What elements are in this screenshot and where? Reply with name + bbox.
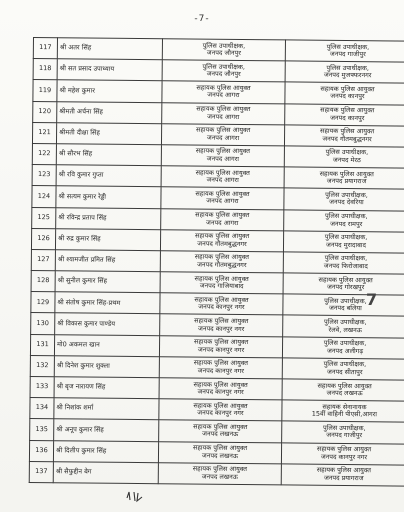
new-posting-line: जनपद बलिया xyxy=(328,304,362,313)
new-posting-line: जनपद अलीगढ़ xyxy=(326,346,364,355)
new-posting-cell xyxy=(283,294,404,316)
new-posting-cell xyxy=(283,273,404,295)
current-posting-line: सहायक पुलिस आयुक्त xyxy=(194,274,249,283)
current-posting-cell xyxy=(159,357,282,379)
current-posting-line: सहायक पुलिस आयुक्त xyxy=(195,168,250,177)
current-posting-line: सहायक पुलिस आयुक्त xyxy=(195,189,250,198)
serial-number-cell: 132 xyxy=(30,355,54,376)
current-posting-line: जनपद आगरा xyxy=(206,154,240,164)
serial-number-cell: 123 xyxy=(32,165,56,186)
current-posting-line: सहायक पुलिस आयुक्त xyxy=(193,358,249,368)
new-posting-line: जनपद गौतमबुद्धनगर xyxy=(322,134,372,144)
current-posting-line: जनपद लखनऊ xyxy=(201,451,239,460)
current-posting-line: जनपद जौनपुर xyxy=(206,48,241,58)
new-posting-line: पुलिस उपाधीक्षक, xyxy=(324,211,368,221)
current-posting-cell xyxy=(162,60,285,82)
new-posting-line: सहायक पुलिस आयुक्त xyxy=(319,127,375,136)
new-posting-line: पुलिस उपाधीक्षक, xyxy=(323,360,367,369)
new-posting-cell xyxy=(281,464,404,486)
new-posting-cell xyxy=(281,442,404,464)
new-posting-line: सहायक पुलिस आयुक्त xyxy=(316,444,372,454)
current-posting-line: जनपद आगरा xyxy=(206,197,239,206)
serial-number-cell: 122 xyxy=(32,143,56,164)
officer-name-cell: श्री अनूप कुमार सिंह xyxy=(54,419,159,441)
signature-scribble xyxy=(124,484,164,508)
new-posting-line: जनपद देवरिया xyxy=(329,198,364,207)
new-posting-cell xyxy=(285,40,404,62)
current-posting-cell xyxy=(161,208,284,230)
current-posting-line: जनपद आगरा xyxy=(207,112,240,121)
new-posting-cell xyxy=(282,421,404,443)
current-posting-line: सहायक पुलिस आयुक्त xyxy=(196,83,251,92)
current-posting-line: सहायक पुलिस आयुक्त xyxy=(192,443,248,453)
new-posting-line: सहायक पुलिस आयुक्त xyxy=(320,84,375,94)
new-posting-cell xyxy=(285,103,404,125)
new-posting-line: जनपद मुजफ्फरनगर xyxy=(323,71,372,80)
current-posting-cell xyxy=(160,272,283,294)
new-posting-line: पुलिस उपाधीक्षक, xyxy=(325,190,368,200)
serial-number-cell: 117 xyxy=(33,38,57,59)
current-posting-line: पुलिस उपाधीक्षक, xyxy=(202,41,246,50)
new-posting-line: पुलिस उपाधीक्षक, xyxy=(326,42,370,51)
officer-name-cell: श्री रुद्र कुमार सिंह xyxy=(55,228,160,250)
table-row xyxy=(29,461,404,486)
current-posting-line: सहायक पुलिस आयुक्त xyxy=(193,422,248,431)
serial-number-cell: 137 xyxy=(29,461,53,482)
new-posting-line: जनपद गोरखपुर xyxy=(326,282,365,292)
officer-name-cell: श्री सैफुद्दीन बेग xyxy=(53,461,158,483)
serial-number-cell: 119 xyxy=(33,80,57,101)
current-posting-line: जनपद आगरा xyxy=(206,218,239,227)
current-posting-line: सहायक पुलिस आयुक्त xyxy=(193,401,248,410)
new-posting-line: जनपद मेरठ xyxy=(332,155,361,165)
new-posting-line: पुलिस उपाधीक्षक, xyxy=(324,232,368,242)
new-posting-cell xyxy=(284,188,404,210)
transfer-table xyxy=(29,37,404,487)
serial-number-cell: 128 xyxy=(31,271,55,292)
current-posting-cell xyxy=(160,251,283,273)
new-posting-line: जनपद कानपुर xyxy=(330,92,365,101)
serial-number-cell: 124 xyxy=(32,186,56,207)
current-posting-line: सहायक पुलिस आयुक्त xyxy=(194,252,250,262)
current-posting-cell xyxy=(158,462,281,484)
current-posting-line: जनपद आगरा xyxy=(206,175,239,185)
new-posting-line: जनपद कानपुर xyxy=(330,113,365,122)
current-posting-cell xyxy=(160,293,283,315)
serial-number-cell: 130 xyxy=(31,313,55,334)
officer-name-cell: श्री रवि कुमार गुप्ता xyxy=(56,165,161,187)
new-posting-line: जनपद प्रयागराज xyxy=(326,177,367,186)
serial-number-cell: 127 xyxy=(31,249,55,270)
officer-name-cell: श्री श्यामजीत प्रमित सिंह xyxy=(55,250,160,272)
officer-name-cell: श्री विकास कुमार पाण्डेय xyxy=(55,313,160,335)
new-posting-line: रेलवे, लखनऊ xyxy=(328,325,362,334)
serial-number-cell: 126 xyxy=(31,228,55,249)
officer-name-cell: श्री सौरभ सिंह xyxy=(56,144,161,166)
new-posting-line: पुलिस उपाधीक्षक, xyxy=(323,317,367,327)
current-posting-line: जनपद कानपुर नगर xyxy=(197,387,244,397)
officer-name-cell: श्री महेश कुमार xyxy=(57,80,162,102)
officer-name-cell: मो0 अकमल खान xyxy=(54,334,159,356)
new-posting-cell xyxy=(284,167,404,189)
current-posting-cell xyxy=(160,229,283,251)
current-posting-cell xyxy=(160,314,283,336)
new-posting-line: पुलिस उपाधीक्षक, xyxy=(326,63,370,72)
current-posting-cell xyxy=(162,102,285,124)
current-posting-line: सहायक पुलिस आयुक्त xyxy=(194,231,250,241)
new-posting-line: 15वीं वाहिनी पीएसी,आगरा xyxy=(311,409,378,419)
current-posting-cell xyxy=(159,335,282,357)
current-posting-line: सहायक पुलिस आयुक्त xyxy=(192,464,247,474)
current-posting-cell xyxy=(161,123,284,145)
new-posting-line: सहायक सेनानायक xyxy=(322,402,367,411)
current-posting-line: जनपद गाजियाबाद xyxy=(199,281,244,291)
current-posting-line: जनपद कानपुर नगर xyxy=(198,324,245,333)
serial-number-cell: 134 xyxy=(30,398,54,419)
current-posting-line: सहायक पुलिस आयुक्त xyxy=(194,316,249,326)
current-posting-cell xyxy=(161,187,284,209)
serial-number-cell: 121 xyxy=(32,122,56,143)
current-posting-cell xyxy=(161,166,284,188)
current-posting-cell xyxy=(159,378,282,400)
officer-name-cell: श्री अतर सिंह xyxy=(57,38,162,60)
current-posting-line: सहायक पुलिस आयुक्त xyxy=(196,104,251,114)
new-posting-line: पुलिस उपाधीक्षक, xyxy=(325,148,369,157)
current-posting-line: जनपद आगरा xyxy=(207,91,240,100)
serial-number-cell: 136 xyxy=(29,440,53,461)
new-posting-cell xyxy=(285,82,404,104)
current-posting-cell xyxy=(158,441,281,463)
transfer-table-body xyxy=(29,38,404,487)
margin-annotation: 7 xyxy=(366,290,378,309)
current-posting-cell xyxy=(161,145,284,167)
new-posting-line: सहायक पुलिस आयुक्त xyxy=(316,465,371,475)
current-posting-line: सहायक पुलिस आयुक्त xyxy=(194,295,249,304)
new-posting-line: जनपद कानपुर नगर xyxy=(320,452,368,461)
new-posting-line: पुलिस उपाधीक्षक, xyxy=(322,423,366,433)
officer-name-cell: श्रीमती अर्चना सिंह xyxy=(57,101,162,123)
officer-name-cell: श्री रविन्द्र प्रताप सिंह xyxy=(56,207,161,229)
current-posting-line: जनपद आगरा xyxy=(206,133,240,142)
current-posting-line: जनपद लखनऊ xyxy=(202,430,239,439)
new-posting-line: पुलिस उपाधीक्षक, xyxy=(323,338,367,348)
new-posting-cell xyxy=(282,358,404,380)
new-posting-cell xyxy=(282,337,404,359)
new-posting-line: सहायक पुलिस आयुक्त xyxy=(317,381,372,390)
current-posting-line: जनपद कानपुर नगर xyxy=(197,345,245,354)
serial-number-cell: 133 xyxy=(30,376,54,397)
page-number: -7- xyxy=(194,14,210,24)
officer-name-cell: श्री बृज नारायण सिंह xyxy=(54,377,159,399)
current-posting-cell xyxy=(162,39,285,61)
new-posting-cell xyxy=(284,125,404,147)
current-posting-line: जनपद गौतमबुद्धनगर xyxy=(197,260,247,270)
serial-number-cell: 120 xyxy=(33,101,57,122)
new-posting-cell xyxy=(285,61,404,83)
officer-name-cell: श्री सुनील कुमार सिंह xyxy=(55,271,160,293)
officer-name-cell: श्री सत्यम कुमार रेड्डी xyxy=(56,186,161,208)
current-posting-line: जनपद कानपुर नगर xyxy=(198,302,245,312)
new-posting-line: जनपद फिरोजाबाद xyxy=(323,261,368,271)
new-posting-line: जनपद मुरादाबाद xyxy=(326,240,366,249)
new-posting-line: सहायक पुलिस आयुक्त xyxy=(318,275,373,284)
new-posting-line: पुलिस उपाधीक्षक, xyxy=(324,254,368,263)
officer-name-cell: श्री दिलीप कुमार सिंह xyxy=(53,440,158,462)
new-posting-cell xyxy=(283,315,404,337)
officer-name-cell: श्रीमती दीक्षा सिंह xyxy=(56,122,161,144)
officer-name-cell: श्री संतोष कुमार सिंह-प्रथम xyxy=(55,292,160,314)
new-posting-line: जनपद गाजीपुर xyxy=(329,49,366,59)
new-posting-cell xyxy=(284,209,404,231)
new-posting-line: जनपद लखनऊ xyxy=(326,388,363,398)
officer-name-cell: श्री दिनेश कुमार शुक्ला xyxy=(54,356,159,378)
current-posting-line: जनपद कानपुर नगर xyxy=(197,408,244,418)
current-posting-line: सहायक पुलिस आयुक्त xyxy=(195,210,250,220)
current-posting-cell xyxy=(159,420,282,442)
current-posting-cell xyxy=(162,81,285,103)
new-posting-line: सहायक पुलिस आयुक्त xyxy=(320,105,375,115)
current-posting-cell xyxy=(159,399,282,421)
serial-number-cell: 135 xyxy=(30,419,54,440)
serial-number-cell: 129 xyxy=(31,292,55,313)
current-posting-line: जनपद गौतमबुद्धनगर xyxy=(197,239,247,248)
serial-number-cell: 118 xyxy=(33,59,57,80)
current-posting-line: सहायक पुलिस आयुक्त xyxy=(195,147,251,156)
new-posting-cell xyxy=(283,231,404,253)
new-posting-cell xyxy=(284,146,404,168)
serial-number-cell: 125 xyxy=(32,207,56,228)
new-posting-line: जनपद सीतापुर xyxy=(327,367,363,377)
current-posting-line: जनपद जौनपुर xyxy=(206,69,241,79)
serial-number-cell: 131 xyxy=(30,334,54,355)
new-posting-line: पुलिस उपाधीक्षक, xyxy=(324,296,367,305)
new-posting-cell xyxy=(282,379,404,401)
new-posting-line: जनपद प्रयागराज xyxy=(323,473,364,483)
current-posting-line: जनपद कानपुर नगर xyxy=(197,366,244,375)
new-posting-line: जनपद गाजीपुर xyxy=(326,431,363,440)
current-posting-line: पुलिस उपाधीक्षक, xyxy=(202,62,246,71)
officer-name-cell: श्री सत प्रसाद उपाध्याय xyxy=(57,59,162,81)
new-posting-cell xyxy=(282,400,404,422)
new-posting-line: जनपद रामपुर xyxy=(330,219,363,228)
new-posting-line: सहायक पुलिस आयुक्त xyxy=(319,169,374,178)
new-posting-cell xyxy=(283,252,404,274)
current-posting-line: सहायक पुलिस आयुक्त xyxy=(193,337,249,347)
current-posting-line: जनपद लखनऊ xyxy=(201,472,238,481)
officer-name-cell: श्री निशांक शर्मा xyxy=(54,398,159,420)
current-posting-line: सहायक पुलिस आयुक्त xyxy=(193,380,248,389)
current-posting-line: सहायक पुलिस आयुक्त xyxy=(195,125,251,135)
